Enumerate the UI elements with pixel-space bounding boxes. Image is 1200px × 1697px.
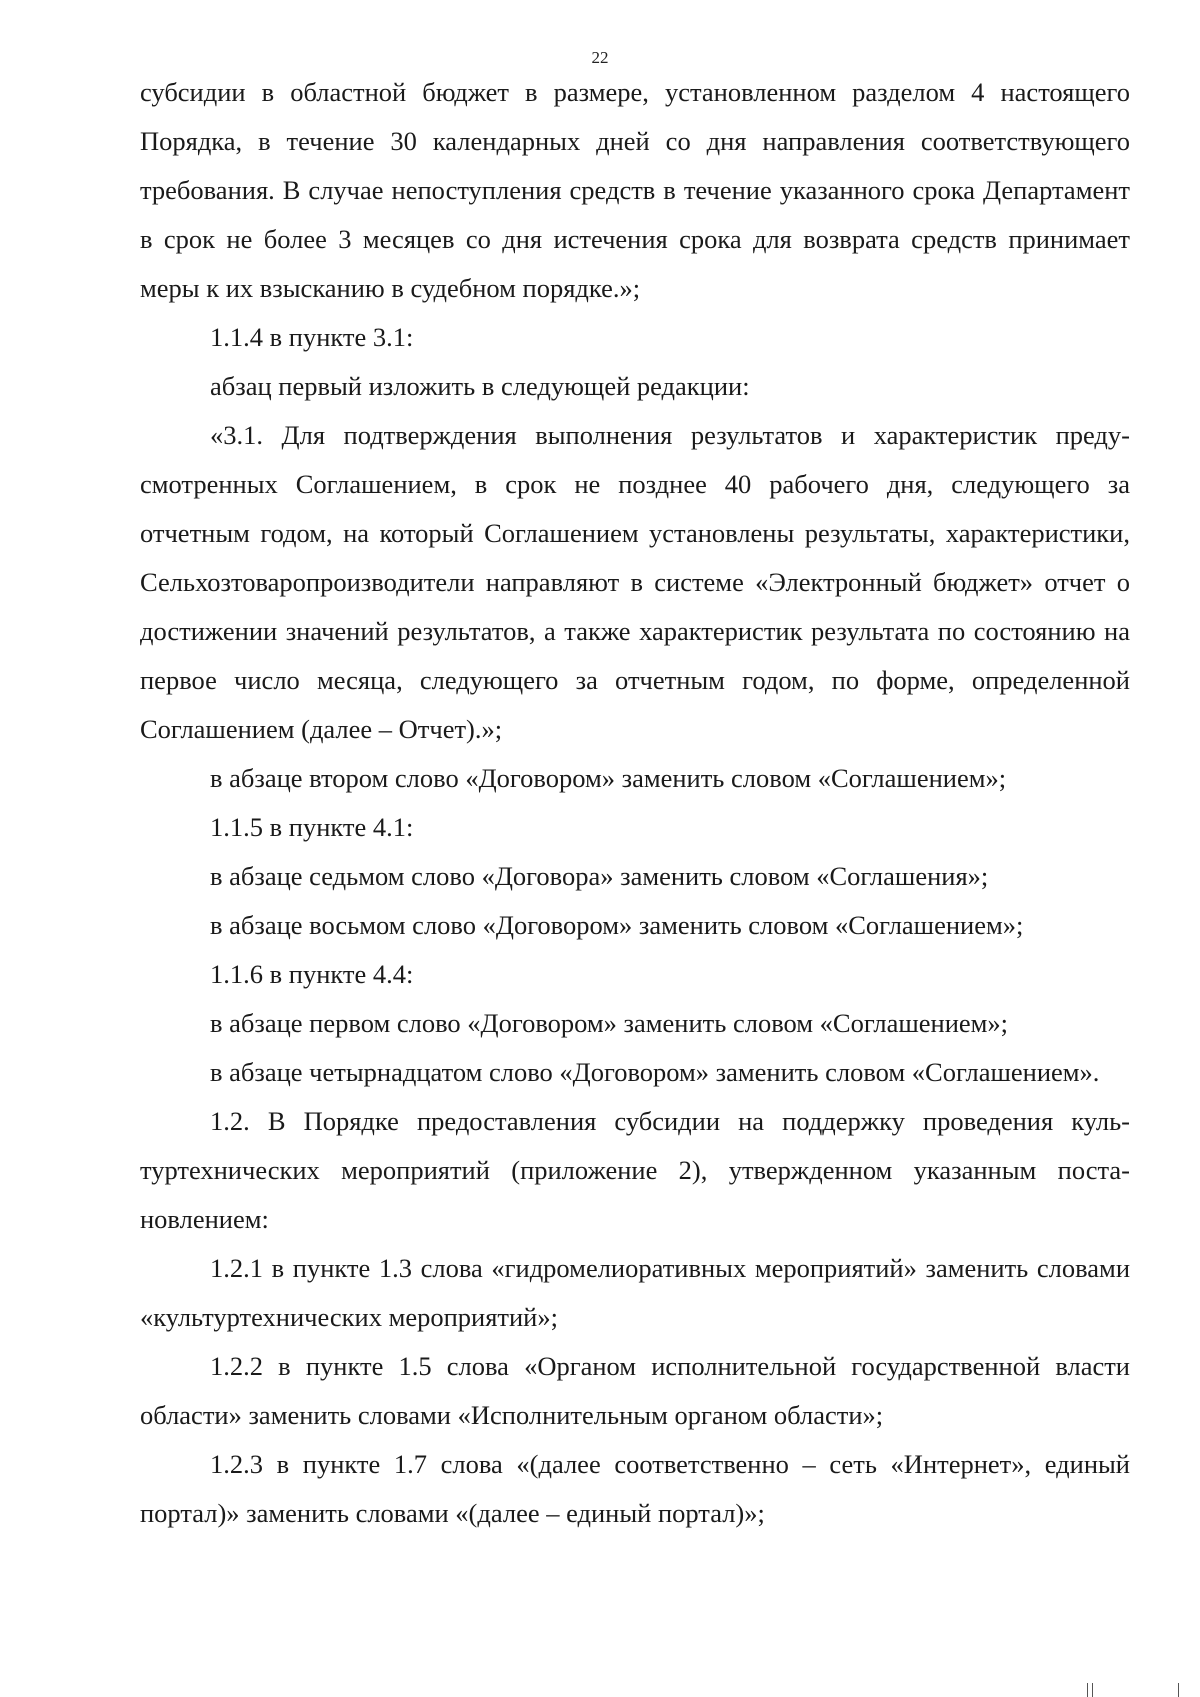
scan-artifact-mark — [1092, 1683, 1093, 1697]
paragraph-item-1-1-6: 1.1.6 в пункте 4.4: — [210, 959, 414, 989]
paragraph-item-1-1-4: 1.1.4 в пункте 3.1: — [210, 322, 414, 352]
scan-artifact-mark — [1178, 1683, 1179, 1697]
paragraph-item-1-2-2: 1.2.2 в пункте 1.5 слова «Органом исполнительной государственной власти области» заменить словами «Исполнительным органом области»; — [140, 1351, 1130, 1430]
paragraph-first-abzac: абзац первый изложить в следующей редакции: — [210, 371, 750, 401]
scan-artifact-mark — [1087, 1683, 1088, 1697]
paragraph-eighth-abzac: в абзаце восьмом слово «Договором» заменить словом «Соглашением»; — [210, 910, 1024, 940]
paragraph-item-1-2-3: 1.2.3 в пункте 1.7 слова «(далее соответственно – сеть «Интернет», единый портал)» заменить словами «(далее – единый портал)»; — [140, 1449, 1130, 1528]
paragraph-item-1-2: 1.2. В Порядке предоставления субсидии на поддержку проведения культуртехнических мероприятий (приложение 2), утвержденном указанным постановлением: — [140, 1106, 1130, 1234]
paragraph-continuation: субсидии в областной бюджет в размере, установленном разделом 4 настоящего Порядка, в течение 30 календарных дней со дня направления соответствующего требования. В случае непоступления средств в течение указанного срока Департамент в срок не более 3 месяцев со дня истечения срока для возврата средств принимает меры к их взысканию в судебном порядке.»; — [140, 77, 1130, 303]
paragraph-fourteenth-abzac: в абзаце четырнадцатом слово «Договором» заменить словом «Соглашением». — [210, 1057, 1100, 1087]
page-number: 22 — [591, 48, 609, 67]
paragraph-first-abzac-4-4: в абзаце первом слово «Договором» заменить словом «Соглашением»; — [210, 1008, 1009, 1038]
paragraph-second-abzac: в абзаце втором слово «Договором» заменить словом «Соглашением»; — [210, 763, 1007, 793]
paragraph-quote-3-1: «3.1. Для подтверждения выполнения результатов и характеристик предусмотренных Соглашением, в срок не позднее 40 рабочего дня, следующего за отчетным годом, на который Соглашением установлены результаты, характеристики, Сельхозтоваропроизводители направляют в системе «Электронный бюджет» отчет о достижении значений результатов, а также характеристик результата по состоянию на первое число месяца, следующего за отчетным годом, по форме, определенной Соглашением (далее – Отчет).»; — [140, 420, 1130, 744]
paragraph-item-1-1-5: 1.1.5 в пункте 4.1: — [210, 812, 414, 842]
paragraph-seventh-abzac: в абзаце седьмом слово «Договора» заменить словом «Соглашения»; — [210, 861, 989, 891]
document-body — [140, 68, 1130, 1538]
paragraph-item-1-2-1: 1.2.1 в пункте 1.3 слова «гидромелиоративных мероприятий» заменить словами «культуртехнических мероприятий»; — [140, 1253, 1130, 1332]
